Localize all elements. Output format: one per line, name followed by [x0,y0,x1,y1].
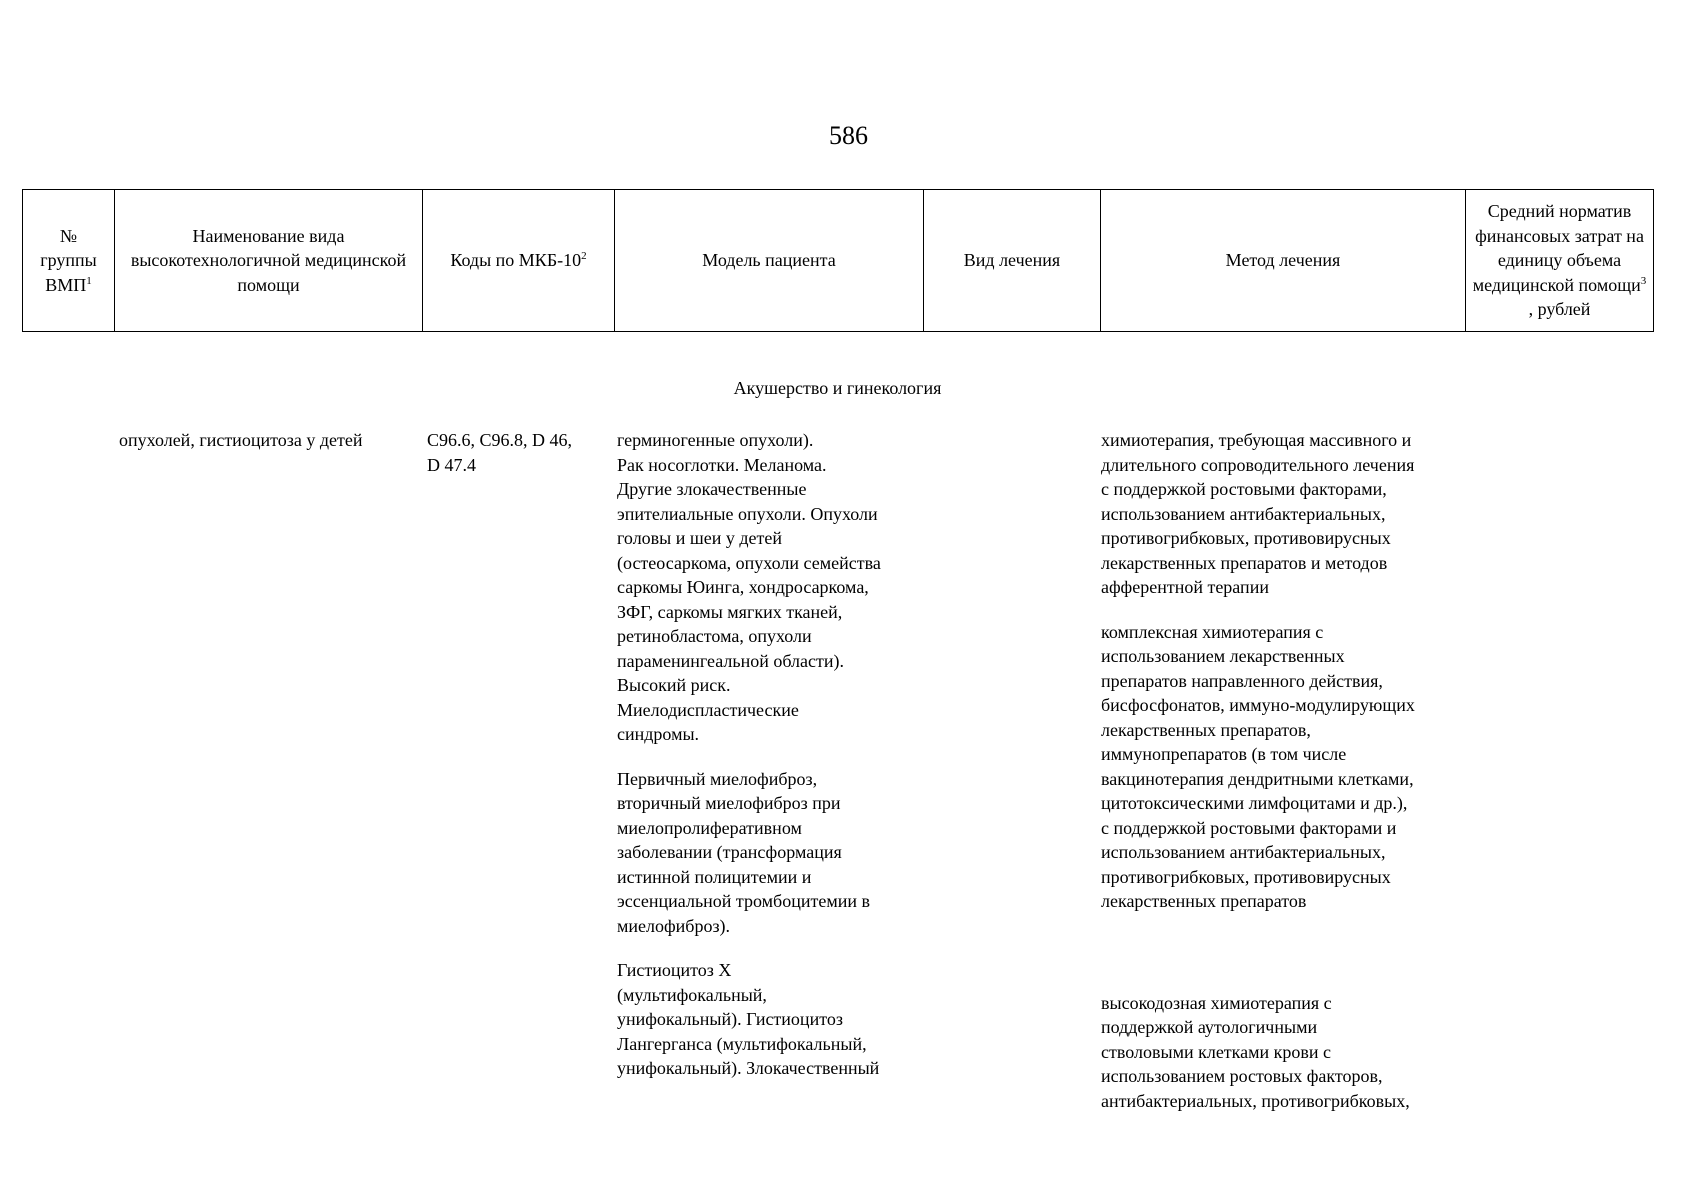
header-vmp-name: Наименование вида высокотехнологичной медицинской помощи [115,190,423,332]
footnote-1-marker: 1 [86,274,92,287]
patient-model-paragraph-3: Гистиоцитоз X (мультифокальный, унифокальный). Гистиоцитоз Лангерганса (мультифокальный, унифокальный). Злокачественный [617,960,880,1078]
cell-patient-model [617,428,927,1081]
header-cost-standard-label: Средний норматив финансовых затрат на единицу объема медицинской помощи [1472,201,1644,295]
header-group-number [23,190,115,332]
header-group-number-line3: ВМП [45,274,87,295]
page-number: 586 [829,121,868,150]
treatment-method-paragraph-2: комплексная химиотерапия с использованием лекарственных препаратов направленного действия, бисфосфонатов, иммуно-модулирующих лекарственных препаратов, иммунопрепаратов (в том числе вакцинотерапия дендритными клетками, цитотоксическими лимфоцитами и др.), с поддержкой ростовыми факторами и использованием антибактериальных, противогрибковых, противовирусных лекарственных препаратов [1101,621,1415,911]
cell-treatment-method [1101,428,1471,1113]
patient-model-paragraph-1: герминогенные опухоли). Рак носоглотки. Меланома. Другие злокачественные эпителиальные опухоли. Опухоли головы и шеи у детей (остеосаркома, опухоли семейства саркомы Юинга, хондросаркома, ЗФГ, саркомы мягких тканей, ретинобластома, опухоли параменингеальной области). Высокий риск. Миелодиспластические синдромы. [617,430,881,744]
footnote-2-marker: 2 [581,250,587,263]
header-cost-standard [1466,190,1654,332]
vmp-name-text: опухолей, гистиоцитоза у детей [119,430,363,450]
header-group-number-line1: № [59,225,78,246]
treatment-method-paragraph-3: высокодозная химиотерапия с поддержкой аутологичными стволовыми клетками крови с использованием ростовых факторов, антибактериальных, противогрибковых, [1101,992,1410,1111]
section-title: Акушерство и гинекология [733,378,942,398]
patient-model-paragraph-2: Первичный миелофиброз, вторичный миелофиброз при миелопролиферативном заболевании (трансформация истинной полицитемии и эссенциальной тромбоцитемии в миелофиброз). [617,768,870,936]
treatment-method-paragraph-1: химиотерапия, требующая массивного и длительного сопроводительного лечения с поддержкой ростовыми факторами, использованием антибактериальных, противогрибковых, противовирусных лекарственных препаратов и методов афферентной терапии [1101,430,1415,597]
header-cost-standard-unit: , рублей [1528,299,1591,320]
header-icd-codes [423,190,615,332]
header-treatment-type: Вид лечения [924,190,1101,332]
footnote-3-marker: 3 [1640,274,1647,287]
icd-codes-text: C96.6, C96.8, D 46, D 47.4 [427,430,573,475]
cell-icd-codes [427,428,613,477]
header-icd-codes-label: Коды по МКБ-10 [450,250,582,271]
cell-vmp-name [119,428,419,453]
header-patient-model: Модель пациента [615,190,924,332]
table-header [22,189,1654,332]
header-treatment-method: Метод лечения [1101,190,1466,332]
header-group-number-line2: группы [40,250,97,271]
